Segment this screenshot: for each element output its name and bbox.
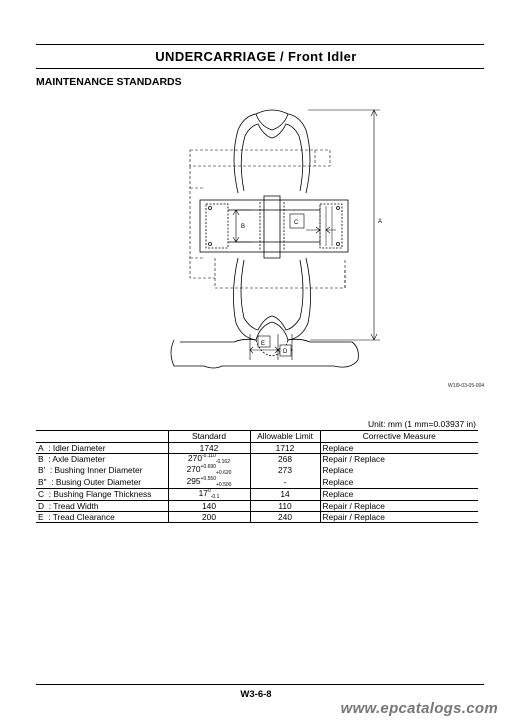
- standard-cell: 200: [168, 512, 250, 523]
- allowable-cell: 240: [250, 512, 320, 523]
- front-idler-drawing: [160, 98, 490, 398]
- allowable-cell: 273: [250, 465, 320, 476]
- item-cell: B" : Busing Outer Diameter: [36, 477, 168, 489]
- corrective-cell: Replace: [320, 477, 478, 489]
- unit-note: Unit: mm (1 mm=0.03937 in): [368, 419, 476, 429]
- item-cell: E : Tread Clearance: [36, 512, 168, 523]
- label-c: C: [294, 220, 299, 226]
- standard-cell: $17^0_{-0.1}$: [168, 488, 250, 500]
- table-row: [36, 465, 478, 476]
- idler-hub: [200, 196, 348, 258]
- standard-cell: $270^{-0.110}_{-0.162}$: [168, 454, 250, 466]
- item-cell: D : Tread Width: [36, 501, 168, 512]
- website-watermark: www.epcatalogs.com: [340, 700, 498, 717]
- table-row: [36, 454, 478, 466]
- standard-cell: 140: [168, 501, 250, 512]
- table-row: [36, 501, 478, 512]
- header-item: [36, 431, 168, 443]
- standard-cell: 1742: [168, 443, 250, 454]
- allowable-cell: 1712: [250, 443, 320, 454]
- corrective-cell: Replace: [320, 465, 478, 476]
- label-a: A: [378, 219, 383, 225]
- table-row: [36, 443, 478, 454]
- header-allowable-limit: Allowable Limit: [250, 431, 320, 443]
- idler-upper-section: [234, 110, 310, 193]
- header-rule-bottom: [36, 68, 484, 69]
- table-row: [36, 477, 478, 489]
- corrective-cell: Repair / Replace: [320, 454, 478, 466]
- corrective-cell: Replace: [320, 488, 478, 500]
- item-cell: B : Axle Diameter: [38, 454, 106, 465]
- idler-lower-section: [233, 258, 310, 340]
- dimension-a: [308, 110, 383, 340]
- corrective-cell: Repair / Replace: [320, 501, 478, 512]
- allowable-cell: 14: [250, 488, 320, 500]
- standard-cell: $270^{+0.690}_{+0.620}$: [168, 465, 250, 476]
- table-row: [36, 488, 478, 500]
- label-e: E: [261, 341, 266, 347]
- section-heading: MAINTENANCE STANDARDS: [36, 76, 182, 88]
- page-title: UNDERCARRIAGE / Front Idler: [155, 49, 357, 64]
- header-corrective-measure: Corrective Measure: [320, 431, 478, 443]
- standard-cell: $295^{+0.550}_{+0.500}$: [168, 477, 250, 489]
- header-standard: Standard: [168, 431, 250, 443]
- allowable-cell: 110: [250, 501, 320, 512]
- table-row: [36, 512, 478, 523]
- item-cell: C : Bushing Flange Thickness: [36, 488, 168, 500]
- allowable-cell: -: [250, 477, 320, 489]
- corrective-cell: Repair / Replace: [320, 512, 478, 523]
- item-cell: B' : Bushing Inner Diameter: [38, 465, 143, 476]
- table-header-row: [36, 431, 478, 443]
- page-number: W3-6-8: [240, 689, 272, 700]
- footer-rule: [36, 684, 484, 685]
- maintenance-standards-table: [36, 430, 478, 523]
- header-rule-top: [36, 44, 484, 45]
- corrective-cell: Replace: [320, 443, 478, 454]
- label-b: B: [241, 224, 246, 230]
- label-d: D: [283, 349, 288, 355]
- item-cell: A : Idler Diameter: [36, 443, 168, 454]
- allowable-cell: 268: [250, 454, 320, 466]
- frame-outline: [190, 150, 345, 288]
- figure-reference: W1I9-03-05-004: [448, 383, 485, 389]
